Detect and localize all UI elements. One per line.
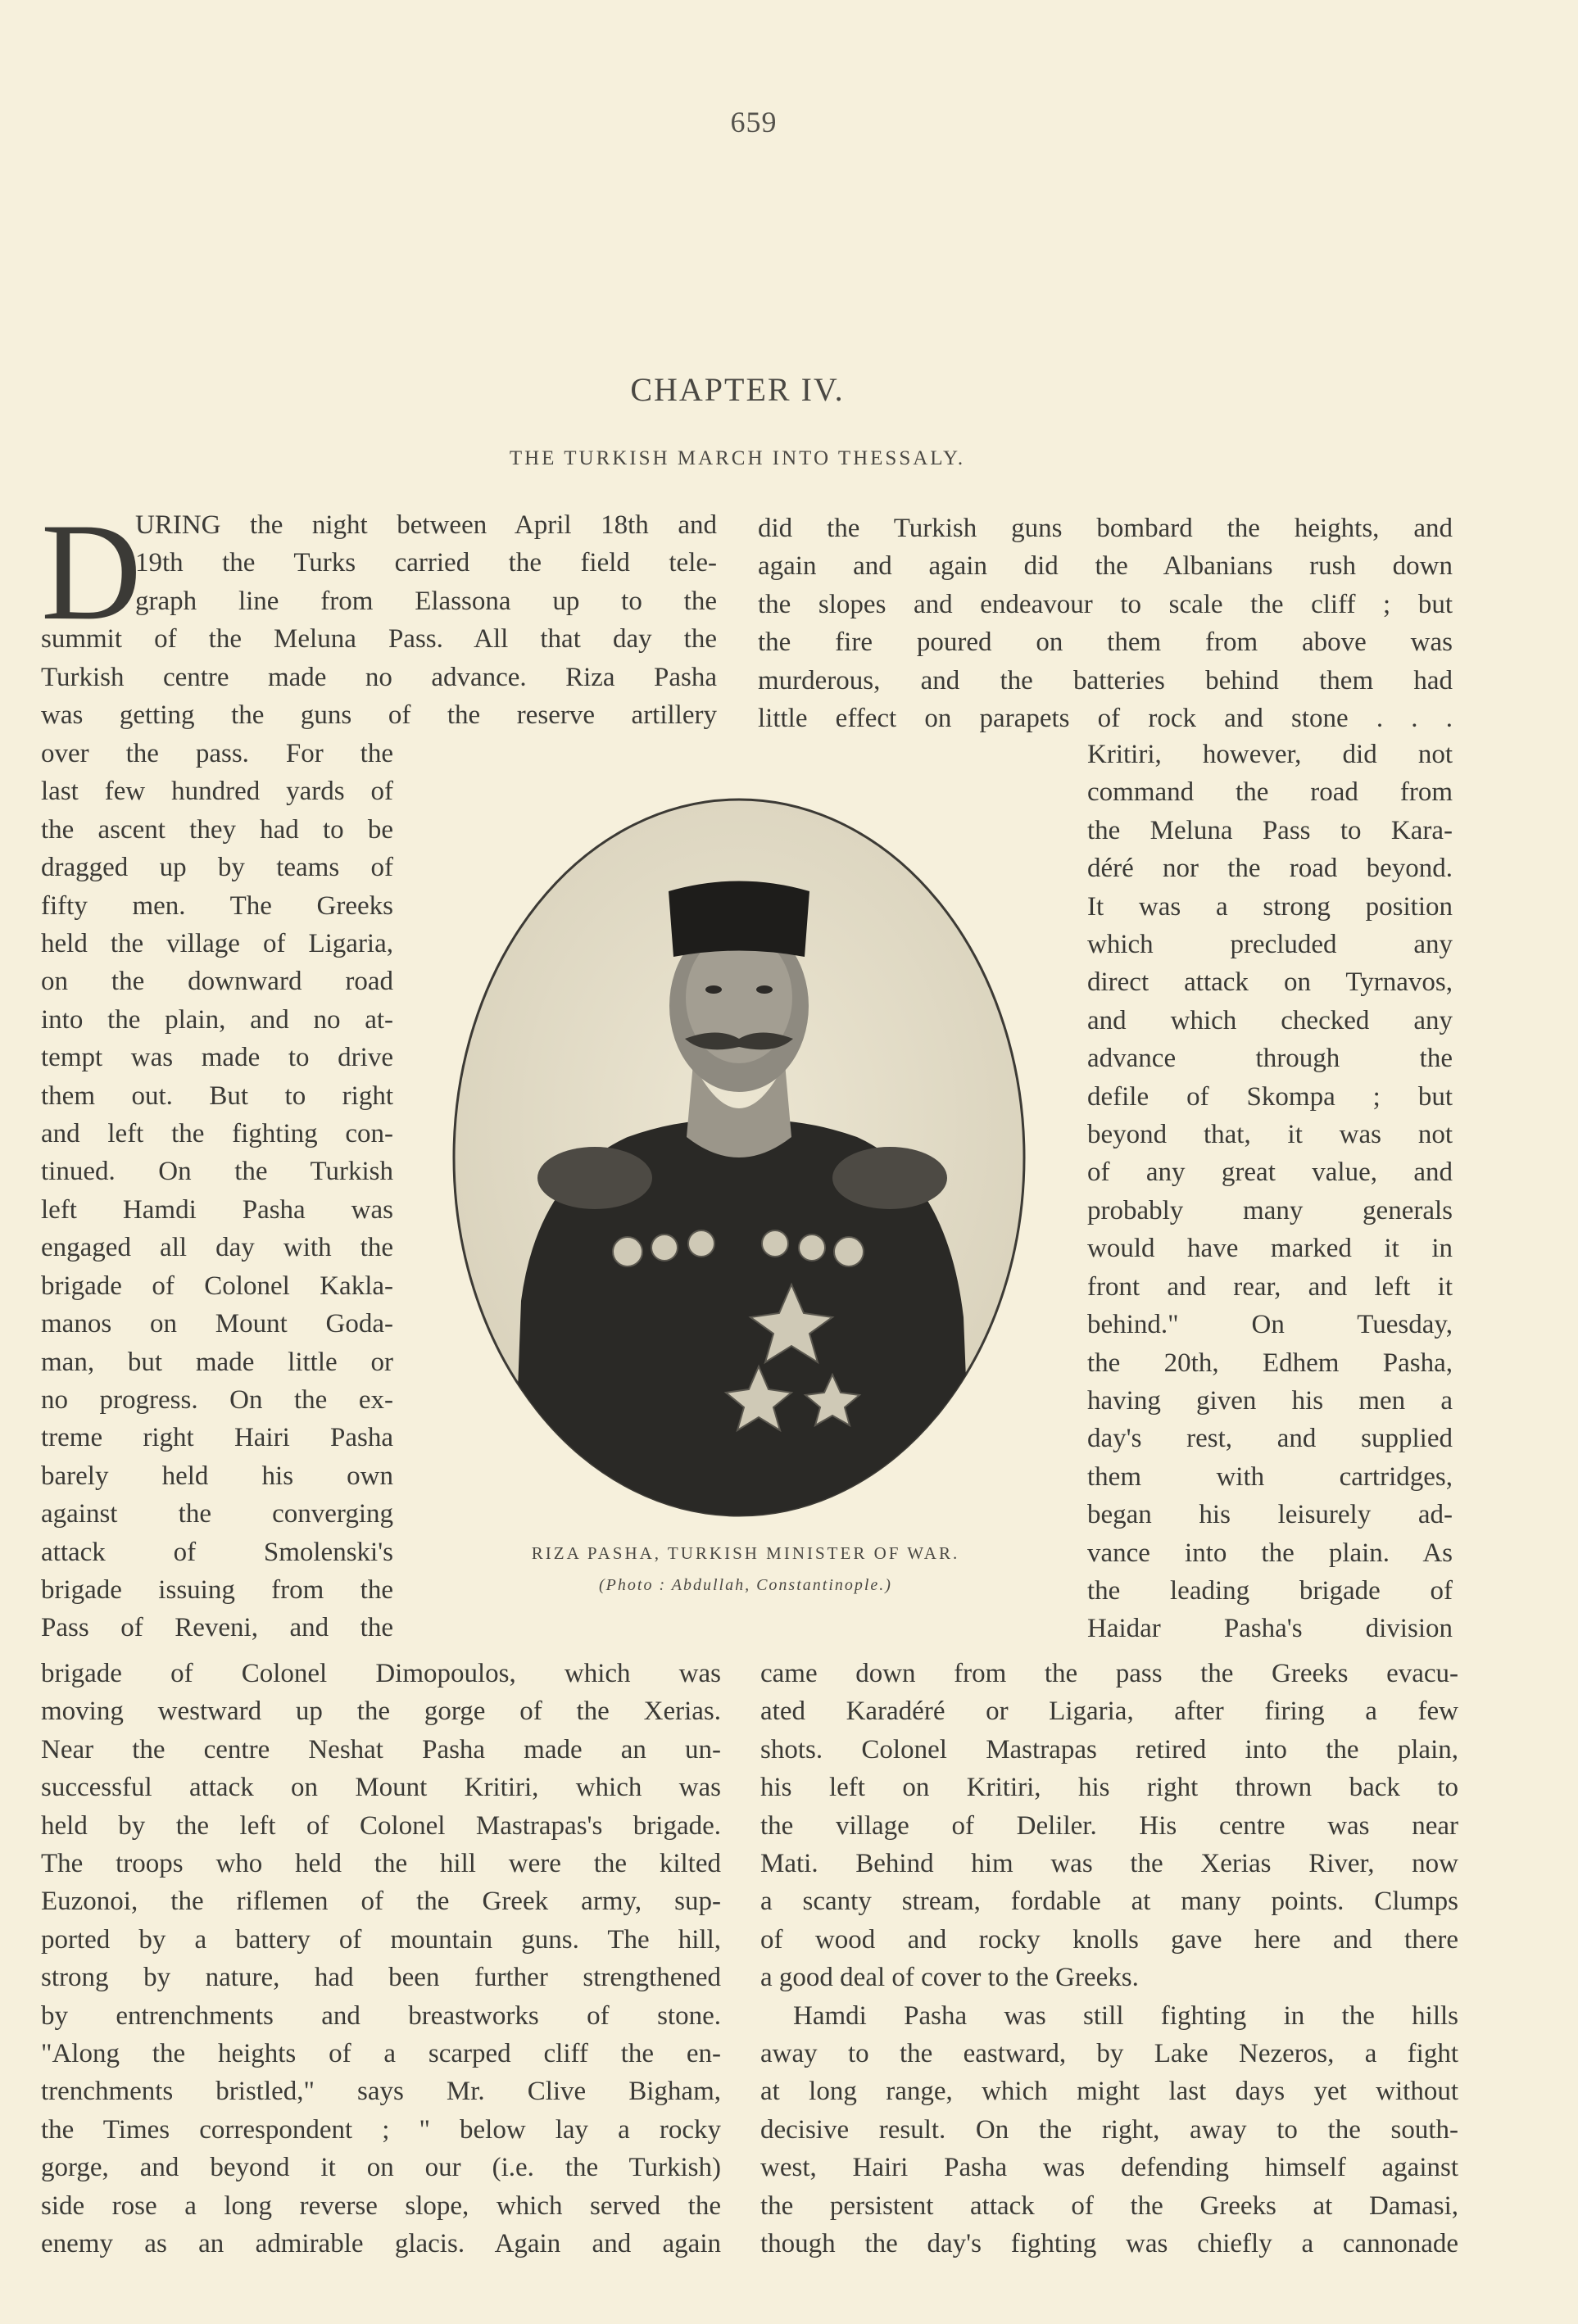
- text-line: the Meluna Pass to Kara-: [1087, 815, 1453, 845]
- text-line: strong by nature, had been further strengthened: [41, 1963, 721, 1993]
- text-line: of any great value, and: [1087, 1157, 1453, 1188]
- drop-cap: D: [41, 495, 142, 649]
- text-line: last few hundred yards of: [41, 777, 393, 807]
- text-line: "Along the heights of a scarped cliff the en-: [41, 2039, 721, 2069]
- text-line: ported by a battery of mountain guns. The hill,: [41, 1924, 721, 1955]
- text-line: came down from the pass the Greeks evacu-: [760, 1659, 1458, 1688]
- text-line: dragged up by teams of: [41, 853, 393, 883]
- text-line: murderous, and the batteries behind them had: [758, 665, 1453, 695]
- text-line: by entrenchments and breastworks of stone.: [41, 2000, 721, 2031]
- text-line: over the pass. For the: [41, 739, 393, 768]
- text-line: Kritiri, however, did not: [1087, 740, 1453, 769]
- text-line: brigade issuing from the: [41, 1574, 393, 1605]
- text-line: brigade of Colonel Kakla-: [41, 1271, 393, 1301]
- text-line: of wood and rocky knolls gave here and there: [760, 1924, 1458, 1955]
- chapter-title: CHAPTER IV.: [630, 371, 845, 408]
- text-line: would have marked it in: [1087, 1234, 1453, 1264]
- text-line: his left on Kritiri, his right thrown back to: [760, 1773, 1458, 1803]
- text-line: day's rest, and supplied: [1087, 1424, 1453, 1454]
- text-line: man, but made little or: [41, 1347, 393, 1377]
- text-line: away to the eastward, by Lake Nezeros, a fight: [760, 2039, 1458, 2069]
- text-line: behind." On Tuesday,: [1087, 1310, 1453, 1340]
- text-line: left Hamdi Pasha was: [41, 1194, 393, 1225]
- left-top-text: [41, 495, 717, 734]
- text-line: ated Karadéré or Ligaria, after firing a few: [760, 1697, 1458, 1727]
- text-line: Near the centre Neshat Pasha made an un-: [41, 1734, 721, 1765]
- text-line: against the converging: [41, 1499, 393, 1529]
- text-line: defile of Skompa ; but: [1087, 1081, 1453, 1112]
- text-line: Pass of Reveni, and the: [41, 1613, 393, 1643]
- left-narrow-text: [41, 735, 393, 1647]
- text-line: the ascent they had to be: [41, 814, 393, 845]
- text-line: front and rear, and left it: [1087, 1271, 1453, 1302]
- text-line: them out. But to right: [41, 1080, 393, 1111]
- text-line: held the village of Ligaria,: [41, 929, 393, 959]
- text-line: no progress. On the ex-: [41, 1384, 393, 1415]
- text-line: the 20th, Edhem Pasha,: [1087, 1348, 1453, 1378]
- text-line: side rose a long reverse slope, which served the: [41, 2190, 721, 2221]
- text-line: The troops who held the hill were the kilted: [41, 1849, 721, 1879]
- text-line: the village of Deliler. His centre was near: [760, 1810, 1458, 1841]
- text-line: barely held his own: [41, 1461, 393, 1491]
- text-line: trenchments bristled," says Mr. Clive Bigham,: [41, 2077, 721, 2107]
- text-line: enemy as an admirable glacis. Again and again: [41, 2229, 721, 2259]
- chapter-subtitle: THE TURKISH MARCH INTO THESSALY.: [509, 447, 966, 469]
- text-line: engaged all day with the: [41, 1233, 393, 1263]
- text-line: a good deal of cover to the Greeks.: [760, 1963, 1139, 1993]
- text-line: attack of Smolenski's: [41, 1537, 393, 1567]
- text-line: It was a strong position: [1087, 891, 1453, 922]
- text-line: advance through the: [1087, 1044, 1453, 1074]
- text-line: command the road from: [1087, 777, 1453, 808]
- text-line: on the downward road: [41, 967, 393, 997]
- text-line: fifty men. The Greeks: [41, 890, 393, 921]
- text-line: them with cartridges,: [1087, 1461, 1453, 1492]
- text-line: into the plain, and no at-: [41, 1004, 393, 1035]
- text-line: déré nor the road beyond.: [1087, 854, 1453, 884]
- text-line: decisive result. On the right, away to the south-: [760, 2114, 1458, 2145]
- text-line: URING the night between April 18th and: [135, 510, 717, 540]
- text-line: Hamdi Pasha was still fighting in the hills: [793, 2000, 1458, 2031]
- text-line: held by the left of Colonel Mastrapas's brigade.: [41, 1810, 721, 1841]
- text-line: though the day's fighting was chiefly a cannonade: [760, 2229, 1458, 2259]
- figure-credit: (Photo : Abdullah, Constantinople.): [599, 1576, 892, 1594]
- right-bottom-text: [760, 1655, 1458, 2263]
- text-line: 19th the Turks carried the field tele-: [135, 548, 717, 578]
- text-line: probably many generals: [1087, 1195, 1453, 1225]
- text-line: summit of the Meluna Pass. All that day the: [41, 624, 717, 655]
- text-line: was getting the guns of the reserve artillery: [41, 700, 717, 731]
- text-line: again and again did the Albanians rush down: [758, 551, 1453, 582]
- text-line: tempt was made to drive: [41, 1043, 393, 1073]
- text-line: having given his men a: [1087, 1385, 1453, 1416]
- text-line: began his leisurely ad-: [1087, 1500, 1453, 1530]
- figure-caption: RIZA PASHA, TURKISH MINISTER OF WAR.: [531, 1543, 960, 1563]
- text-line: manos on Mount Goda-: [41, 1309, 393, 1339]
- text-line: graph line from Elassona up to the: [135, 586, 717, 616]
- page-number: 659: [730, 106, 778, 138]
- text-line: direct attack on Tyrnavos,: [1087, 967, 1453, 998]
- text-line: and left the fighting con-: [41, 1119, 393, 1149]
- text-line: the leading brigade of: [1087, 1575, 1453, 1606]
- portrait-photo: [447, 793, 1031, 1522]
- text-line: Haidar Pasha's division: [1087, 1614, 1453, 1644]
- text-line: and which checked any: [1087, 1005, 1453, 1035]
- text-line: Euzonoi, the riflemen of the Greek army, sup-: [41, 1887, 721, 1917]
- text-line: the slopes and endeavour to scale the cliff ; but: [758, 589, 1453, 619]
- text-line: the fire poured on them from above was: [758, 627, 1453, 658]
- text-line: treme right Hairi Pasha: [41, 1423, 393, 1453]
- left-bottom-text: [41, 1655, 721, 2263]
- text-line: brigade of Colonel Dimopoulos, which was: [41, 1659, 721, 1688]
- text-line: at long range, which might last days yet without: [760, 2077, 1458, 2107]
- text-line: moving westward up the gorge of the Xerias.: [41, 1697, 721, 1727]
- text-line: west, Hairi Pasha was defending himself against: [760, 2153, 1458, 2183]
- text-line: vance into the plain. As: [1087, 1538, 1453, 1568]
- text-line: the Times correspondent ; " below lay a rocky: [41, 2114, 721, 2145]
- right-top-text: [758, 510, 1453, 737]
- text-line: beyond that, it was not: [1087, 1120, 1453, 1150]
- text-line: the persistent attack of the Greeks at Damasi,: [760, 2190, 1458, 2221]
- text-line: tinued. On the Turkish: [41, 1157, 393, 1187]
- text-line: little effect on parapets of rock and stone . . .: [758, 704, 1453, 734]
- right-narrow-text: [1087, 736, 1453, 1648]
- text-line: successful attack on Mount Kritiri, which was: [41, 1773, 721, 1803]
- text-line: gorge, and beyond it on our (i.e. the Turkish): [41, 2153, 721, 2183]
- text-line: Mati. Behind him was the Xerias River, now: [760, 1849, 1458, 1879]
- text-line: did the Turkish guns bombard the heights, and: [758, 514, 1453, 543]
- text-line: Turkish centre made no advance. Riza Pasha: [41, 662, 717, 692]
- text-line: shots. Colonel Mastrapas retired into the plain,: [760, 1734, 1458, 1765]
- text-line: which precluded any: [1087, 930, 1453, 960]
- text-line: a scanty stream, fordable at many points. Clumps: [760, 1887, 1458, 1917]
